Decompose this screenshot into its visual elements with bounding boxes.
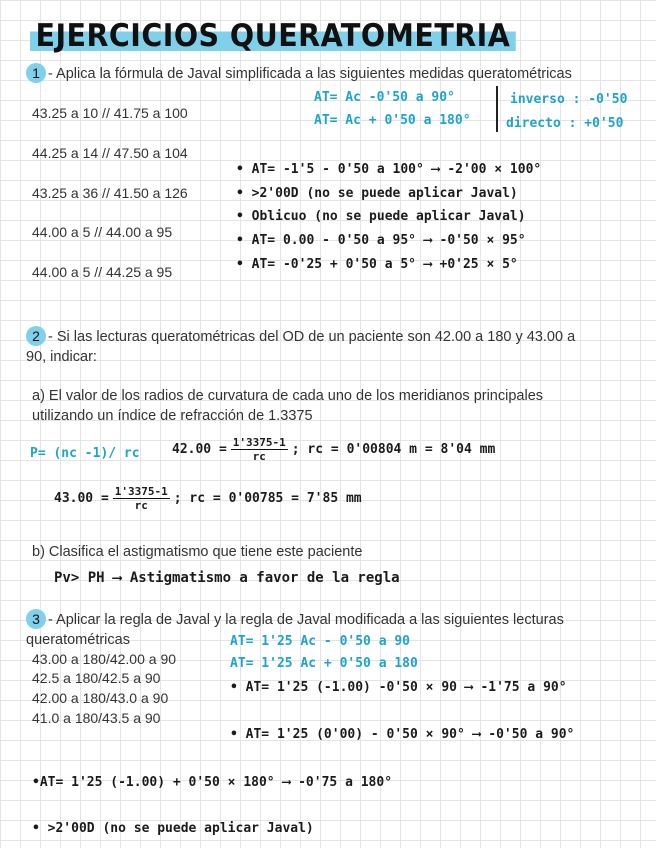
inverse-note: inverso : -0'50	[510, 92, 628, 107]
direct-note: directo : +0'50	[506, 116, 624, 131]
exercise-3-line2: queratométricas	[26, 632, 130, 648]
ex3-answer-3: •AT= 1'25 (-1.00) + 0'50 × 180° ⟶ -0'75 a 180°	[32, 775, 393, 790]
calc-2-lhs: 43.00 =	[54, 491, 109, 506]
modified-javal-formula-1: AT= 1'25 Ac - 0'50 a 90	[230, 634, 411, 649]
reading-5: 44.00 a 5 // 44.25 a 95	[32, 264, 173, 280]
reading-3: 43.25 a 36 // 41.50 a 126	[32, 185, 188, 201]
exercise-number-3: 3	[26, 609, 46, 629]
exercise-1-prompt	[26, 63, 572, 83]
reading-3-1: 43.00 a 180/42.00 a 90	[32, 651, 177, 667]
reading-3-4: 41.0 a 180/43.5 a 90	[32, 710, 161, 726]
javal-formula-direct: AT= Ac + 0'50 a 180°	[314, 113, 471, 128]
reading-3-3: 42.00 a 180/43.0 a 90	[32, 690, 169, 706]
exercise-2-prompt	[26, 326, 641, 367]
reading-3-2: 42.5 a 180/42.5 a 90	[32, 670, 161, 686]
part-b-answer: Pv> PH ⟶ Astigmatismo a favor de la regla	[54, 570, 400, 586]
part-a-prompt	[32, 386, 647, 426]
radius-calc-2	[54, 485, 362, 512]
calc-1-lhs: 42.00 =	[172, 442, 227, 457]
answer-3: • Oblicuo (no se puede aplicar Javal)	[236, 209, 526, 224]
fraction-1	[231, 436, 288, 463]
ex3-answer-1: • AT= 1'25 (-1.00) -0'50 × 90 ⟶ -1'75 a 90°	[230, 680, 567, 695]
exercise-number-2: 2	[26, 326, 46, 346]
part-a-line1: a) El valor de los radios de curvatura de cada uno de los meridianos principales	[32, 388, 544, 404]
fraction-2-numerator: 1'3375-1	[114, 485, 168, 498]
answer-2: • >2'00D (no se puede aplicar Javal)	[236, 186, 518, 201]
answer-5: • AT= -0'25 + 0'50 a 5° ⟶ +0'25 × 5°	[236, 257, 518, 272]
ex3-answer-4: • >2'00D (no se puede aplicar Javal)	[32, 821, 314, 836]
fraction-1-denominator: rc	[252, 450, 266, 463]
calc-1-result: ; rc = 0'00804 m = 8'04 mm	[291, 442, 496, 457]
page-title: EJERCICIOS QUERATOMETRIA	[30, 18, 516, 54]
answer-1: • AT= -1'5 - 0'50 a 100° ⟶ -2'00 × 100°	[236, 162, 542, 177]
fraction-2	[113, 485, 170, 512]
ex3-answer-2: • AT= 1'25 (0'00) - 0'50 × 90° ⟶ -0'50 a 90°	[230, 727, 575, 742]
divider	[496, 86, 498, 132]
exercise-2-line1: - Si las lecturas queratométricas del OD de un paciente son 42.00 a 180 y 43.00 a	[48, 329, 576, 345]
answer-4: • AT= 0.00 - 0'50 a 95° ⟶ -0'50 × 95°	[236, 233, 526, 248]
exercise-1-text: - Aplica la fórmula de Javal simplificada a las siguientes medidas queratométricas	[48, 66, 572, 82]
reading-4: 44.00 a 5 // 44.00 a 95	[32, 224, 173, 240]
radius-calc-1	[172, 436, 495, 463]
part-b-prompt: b) Clasifica el astigmatismo que tiene este paciente	[32, 544, 363, 560]
reading-2: 44.25 a 14 // 47.50 a 104	[32, 145, 188, 161]
modified-javal-formula-2: AT= 1'25 Ac + 0'50 a 180	[230, 656, 418, 671]
exercise-number-1: 1	[26, 63, 46, 83]
javal-formula-inverse: AT= Ac -0'50 a 90°	[314, 90, 455, 105]
part-a-line2: utilizando un índice de refracción de 1.3375	[32, 408, 313, 424]
exercise-2-line2: 90, indicar:	[26, 349, 97, 365]
reading-1: 43.25 a 10 // 41.75 a 100	[32, 105, 188, 121]
fraction-2-denominator: rc	[134, 499, 148, 512]
exercise-3-line1: - Aplicar la regla de Javal y la regla de Javal modificada a las siguientes lecturas	[48, 612, 564, 628]
power-formula: P= (nc -1)/ rc	[30, 446, 140, 461]
calc-2-result: ; rc = 0'00785 = 7'85 mm	[173, 491, 362, 506]
fraction-1-numerator: 1'3375-1	[232, 436, 286, 449]
